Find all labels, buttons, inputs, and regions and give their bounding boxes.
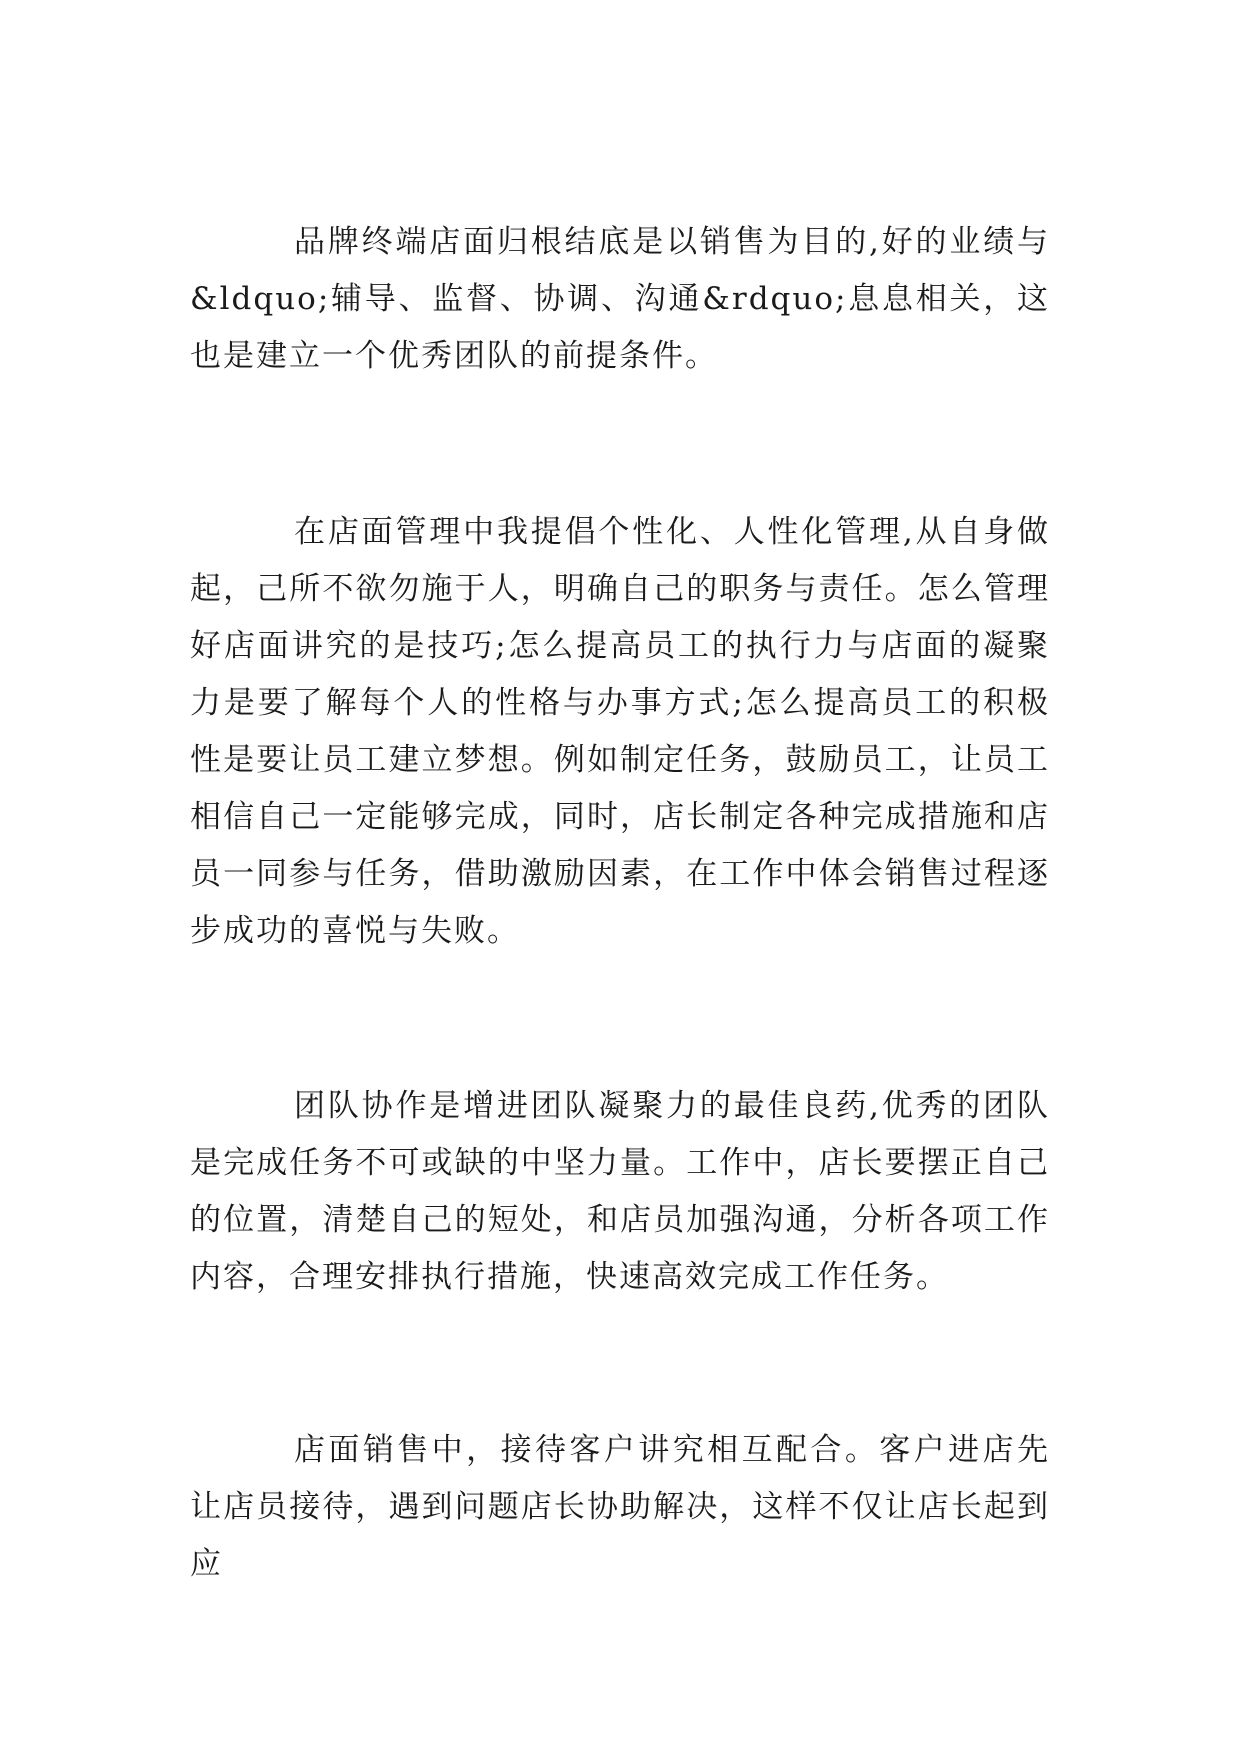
paragraph-2: 在店面管理中我提倡个性化、人性化管理,从自身做起，己所不欲勿施于人，明确自己的职务与责任。怎么管理好店面讲究的是技巧;怎么提高员工的执行力与店面的凝聚力是要了解每个人的性格与办事方式;怎么提高员工的积极性是要让员工建立梦想。例如制定任务，鼓励员工，让员工相信自己一定能够完成，同时，店长制定各种完成措施和店员一同参与任务，借助激励因素，在工作中体会销售过程逐步成功的喜悦与失败。 <box>190 514 1050 949</box>
paragraph-3: 团队协作是增进团队凝聚力的最佳良药,优秀的团队是完成任务不可或缺的中坚力量。工作中，店长要摆正自己的位置，清楚自己的短处，和店员加强沟通，分析各项工作内容，合理安排执行措施，快速高效完成工作任务。 <box>190 1088 1050 1295</box>
paragraph-1: 品牌终端店面归根结底是以销售为目的,好的业绩与&ldquo;辅导、监督、协调、沟通&rdquo;息息相关，这也是建立一个优秀团队的前提条件。 <box>190 224 1050 374</box>
paragraph-4: 店面销售中，接待客户讲究相互配合。客户进店先让店员接待，遇到问题店长协助解决，这样不仅让店长起到应 <box>190 1432 1050 1582</box>
